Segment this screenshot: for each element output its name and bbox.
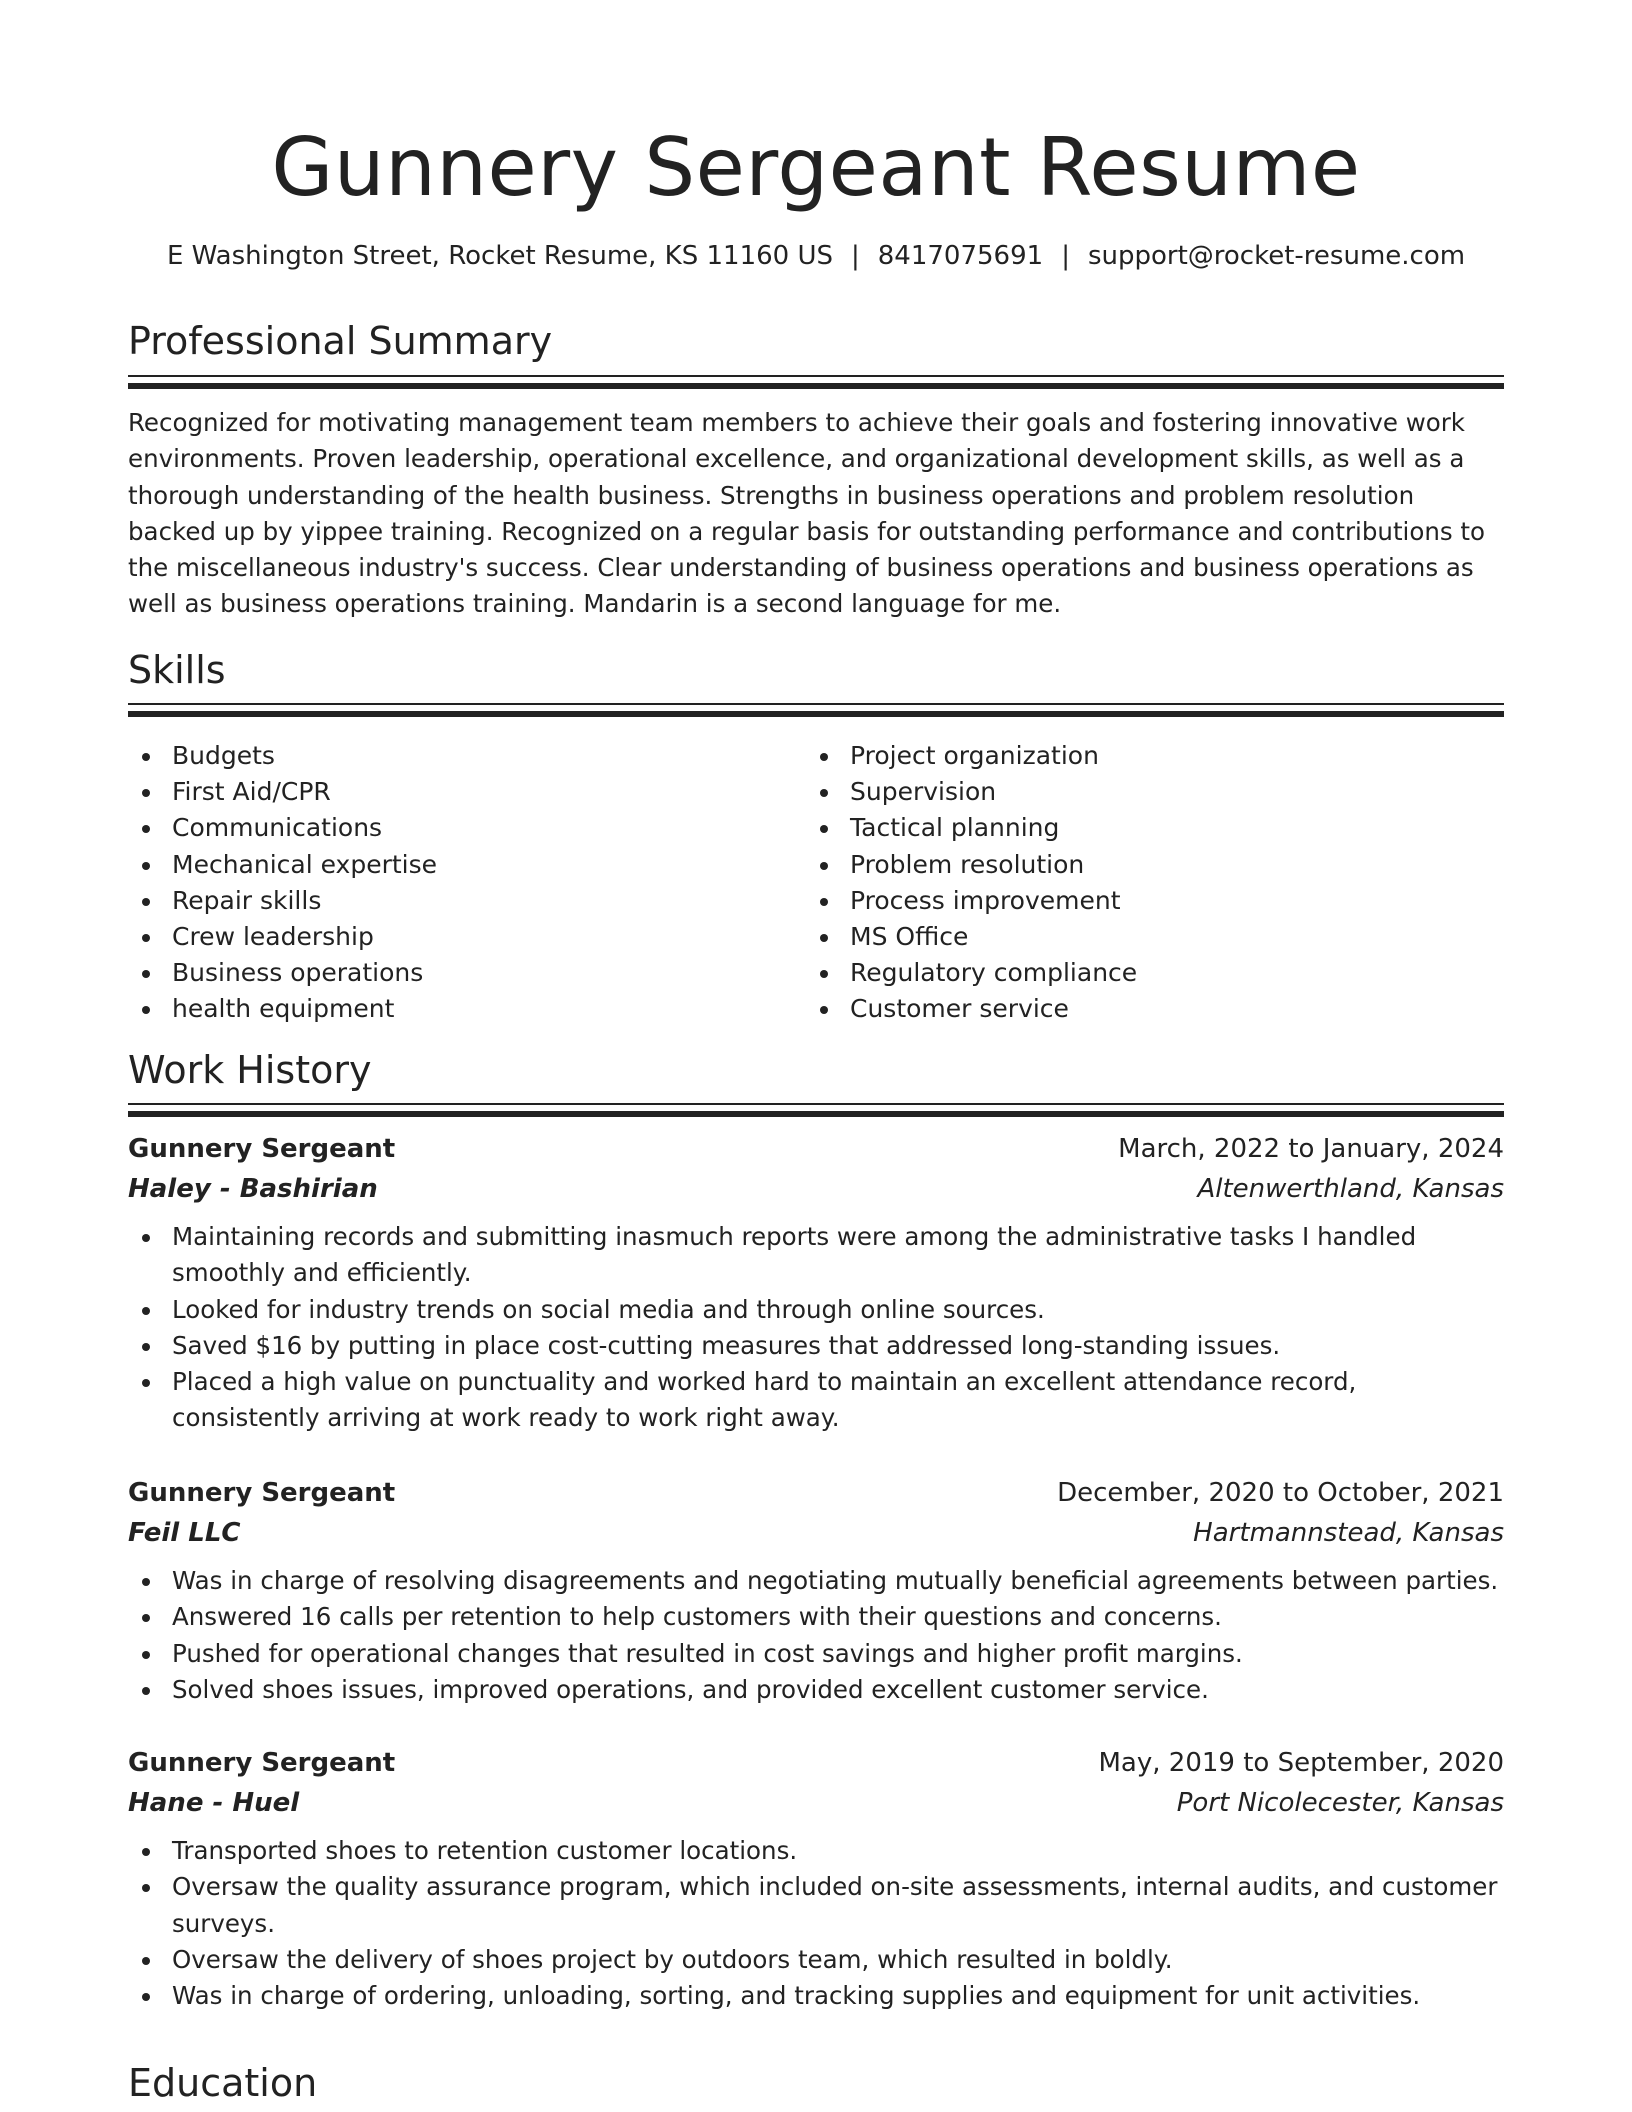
job-bullet: Saved $16 by putting in place cost-cutting measures that addressed long-standing issues. xyxy=(128,1328,1504,1364)
skills-column-left xyxy=(128,738,806,1028)
skill-item: Repair skills xyxy=(128,883,806,919)
summary-text: Recognized for motivating management team members to achieve their goals and fostering innovative work environments. Proven leadership, operational excellence, and organizational development skills, as well as a thorough understanding of the health business. Strengths in business operations and problem resolution backed up by yippee training. Recognized on a regular basis for outstanding performance and contributions to the miscellaneous industry's success. Clear understanding of business operations and business operations as well as business operations training. Mandarin is a second language for me. xyxy=(128,408,1486,619)
contact-address: E Washington Street, Rocket Resume, KS 11160 US xyxy=(166,241,833,271)
contact-separator: | xyxy=(851,241,860,271)
job-bullet: Was in charge of resolving disagreements and negotiating mutually beneficial agreements between parties. xyxy=(128,1563,1504,1599)
skills-column-right xyxy=(806,738,1484,1028)
education-heading: Education xyxy=(128,2061,318,2105)
skill-item: Project organization xyxy=(806,738,1484,774)
job-company: Haley - Bashirian xyxy=(128,1174,378,1204)
job-bullet: Placed a high value on punctuality and worked hard to maintain an excellent attendance record, consistently arriving at work ready to work right away. xyxy=(128,1364,1504,1437)
contact-email[interactable]: support@rocket-resume.com xyxy=(1087,241,1466,271)
skill-item: Business operations xyxy=(128,955,806,991)
summary-divider xyxy=(128,375,1504,385)
job-dates: March, 2022 to January, 2024 xyxy=(1118,1134,1504,1164)
skill-item: Regulatory compliance xyxy=(806,955,1484,991)
skills-heading: Skills xyxy=(128,648,226,692)
contact-separator: | xyxy=(1061,241,1070,271)
skill-item: Mechanical expertise xyxy=(128,847,806,883)
skill-item: Communications xyxy=(128,810,806,846)
job-company-row xyxy=(128,1783,1504,1823)
job-bullet: Maintaining records and submitting inasmuch reports were among the administrative tasks I handled smoothly and efficiently. xyxy=(128,1219,1504,1292)
job-location: Altenwerthland, Kansas xyxy=(1197,1174,1504,1204)
skill-item: Tactical planning xyxy=(806,810,1484,846)
job-header-row xyxy=(128,1743,1504,1783)
job-entry xyxy=(128,1743,1504,2014)
job-dates: May, 2019 to September, 2020 xyxy=(1098,1748,1504,1778)
skill-item: Process improvement xyxy=(806,883,1484,919)
job-bullet: Answered 16 calls per retention to help customers with their questions and concerns. xyxy=(128,1599,1504,1635)
skill-item: health equipment xyxy=(128,991,806,1027)
summary-heading: Professional Summary xyxy=(128,319,553,363)
job-bullet: Oversaw the quality assurance program, which included on-site assessments, internal audits, and customer surveys. xyxy=(128,1869,1504,1942)
job-bullet: Solved shoes issues, improved operations, and provided excellent customer service. xyxy=(128,1672,1504,1708)
skill-item: Customer service xyxy=(806,991,1484,1027)
job-header-row xyxy=(128,1129,1504,1169)
job-bullets xyxy=(128,1833,1504,2014)
job-company-row xyxy=(128,1169,1504,1209)
skill-item: Problem resolution xyxy=(806,847,1484,883)
job-entry xyxy=(128,1473,1504,1708)
resume-title: Gunnery Sergeant Resume xyxy=(271,121,1361,214)
job-company: Hane - Huel xyxy=(128,1788,300,1818)
skill-item: Crew leadership xyxy=(128,919,806,955)
job-location: Hartmannstead, Kansas xyxy=(1193,1518,1504,1548)
job-entry xyxy=(128,1129,1504,1437)
contact-phone: 8417075691 xyxy=(877,241,1044,271)
job-bullets xyxy=(128,1219,1504,1437)
work-history-heading: Work History xyxy=(128,1048,372,1092)
job-bullet: Transported shoes to retention customer locations. xyxy=(128,1833,1504,1869)
skill-item: Budgets xyxy=(128,738,806,774)
skill-item: Supervision xyxy=(806,774,1484,810)
job-dates: December, 2020 to October, 2021 xyxy=(1057,1478,1504,1508)
job-bullet: Was in charge of ordering, unloading, sorting, and tracking supplies and equipment for unit activities. xyxy=(128,1978,1504,2014)
job-bullet: Looked for industry trends on social media and through online sources. xyxy=(128,1292,1504,1328)
job-title: Gunnery Sergeant xyxy=(128,1134,396,1164)
job-title: Gunnery Sergeant xyxy=(128,1478,396,1508)
job-title: Gunnery Sergeant xyxy=(128,1748,396,1778)
job-header-row xyxy=(128,1473,1504,1513)
skills-list xyxy=(128,738,1504,1028)
job-bullet: Pushed for operational changes that resulted in cost savings and higher profit margins. xyxy=(128,1636,1504,1672)
skill-item: MS Office xyxy=(806,919,1484,955)
skill-item: First Aid/CPR xyxy=(128,774,806,810)
contact-line xyxy=(128,238,1504,274)
job-company-row xyxy=(128,1513,1504,1553)
job-bullets xyxy=(128,1563,1504,1708)
job-bullet: Oversaw the delivery of shoes project by outdoors team, which resulted in boldly. xyxy=(128,1942,1504,1978)
job-company: Feil LLC xyxy=(128,1518,241,1548)
skills-divider xyxy=(128,703,1504,713)
work-history-divider xyxy=(128,1103,1504,1113)
job-location: Port Nicolecester, Kansas xyxy=(1176,1788,1504,1818)
